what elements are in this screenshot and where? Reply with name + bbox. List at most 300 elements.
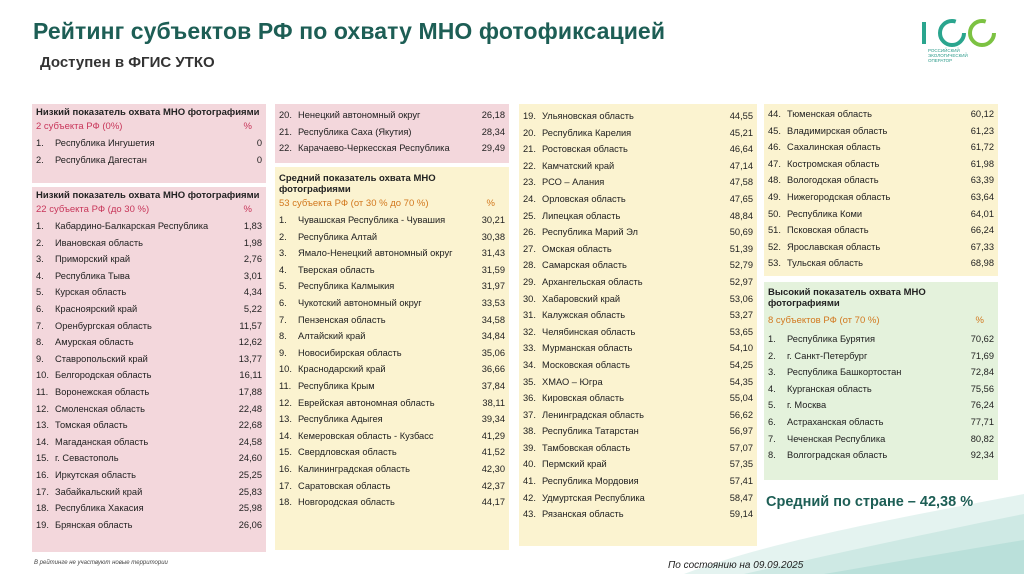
row-number: 18. bbox=[36, 503, 49, 514]
region-name: Республика Ингушетия bbox=[55, 138, 155, 148]
row-number: 53. bbox=[768, 258, 781, 269]
coverage-value: 25,98 bbox=[238, 503, 262, 514]
region-name: Ненецкий автономный округ bbox=[298, 110, 421, 120]
coverage-value: 56,62 bbox=[729, 409, 753, 420]
coverage-value: 53,27 bbox=[729, 310, 753, 321]
low-coverage-continued-box bbox=[275, 104, 509, 163]
table-row bbox=[32, 467, 266, 484]
region-name: г. Севастополь bbox=[55, 453, 119, 464]
table-row bbox=[519, 506, 757, 523]
coverage-value: 56,97 bbox=[729, 426, 753, 437]
table-row bbox=[275, 278, 509, 295]
region-name: Рязанская область bbox=[542, 509, 624, 520]
row-number: 20. bbox=[523, 127, 536, 138]
table-row bbox=[764, 123, 998, 140]
region-name: Орловская область bbox=[542, 193, 626, 204]
row-number: 8. bbox=[768, 450, 776, 461]
table-row bbox=[519, 324, 757, 341]
table-row bbox=[519, 473, 757, 490]
region-name: Республика Мордовия bbox=[542, 476, 639, 487]
coverage-value: 59,14 bbox=[729, 509, 753, 520]
region-name: Республика Адыгея bbox=[298, 414, 383, 425]
row-number: 5. bbox=[36, 287, 44, 298]
row-number: 38. bbox=[523, 426, 536, 437]
region-name: Оренбургская область bbox=[55, 320, 152, 331]
coverage-value: 13,77 bbox=[238, 353, 262, 364]
row-number: 37. bbox=[523, 409, 536, 420]
region-name: Республика Саха (Якутия) bbox=[298, 126, 412, 137]
table-row bbox=[519, 108, 757, 125]
region-name: Тверская область bbox=[298, 264, 375, 275]
coverage-value: 57,07 bbox=[729, 442, 753, 453]
region-name: Республика Коми bbox=[787, 208, 863, 219]
region-name: ХМАО – Югра bbox=[542, 376, 603, 387]
coverage-value: 75,56 bbox=[970, 383, 994, 394]
table-row bbox=[275, 378, 509, 395]
coverage-value: 26,06 bbox=[238, 519, 262, 530]
table-row bbox=[519, 307, 757, 324]
region-name: Республика Башкортостан bbox=[787, 367, 902, 378]
row-number: 7. bbox=[768, 433, 776, 444]
coverage-value: 31,97 bbox=[481, 281, 505, 292]
table-row bbox=[32, 268, 266, 285]
coverage-value: 80,82 bbox=[970, 433, 994, 444]
row-number: 14. bbox=[36, 436, 49, 447]
row-number: 3. bbox=[279, 248, 287, 259]
coverage-value: 11,57 bbox=[239, 320, 262, 331]
region-name: Хабаровский край bbox=[542, 293, 621, 304]
mid-coverage-box bbox=[275, 167, 509, 550]
table-row bbox=[32, 434, 266, 451]
row-number: 2. bbox=[36, 154, 44, 165]
coverage-value: 25,25 bbox=[238, 469, 262, 480]
row-number: 30. bbox=[523, 293, 536, 304]
row-number: 47. bbox=[768, 158, 781, 169]
row-number: 39. bbox=[523, 442, 536, 453]
row-number: 44. bbox=[768, 109, 781, 119]
row-number: 2. bbox=[279, 231, 287, 242]
row-number: 27. bbox=[523, 243, 536, 254]
table-row bbox=[275, 361, 509, 378]
coverage-value: 28,34 bbox=[481, 126, 505, 137]
coverage-value: 31,59 bbox=[481, 264, 505, 275]
coverage-value: 44,55 bbox=[729, 111, 753, 121]
table-row bbox=[275, 428, 509, 445]
zero-coverage-list bbox=[32, 135, 266, 168]
table-row bbox=[519, 390, 757, 407]
table-row bbox=[275, 124, 509, 141]
row-number: 2. bbox=[768, 350, 776, 361]
table-row bbox=[275, 212, 509, 229]
coverage-value: 4,34 bbox=[243, 287, 262, 298]
region-name: Удмуртская Республика bbox=[542, 492, 645, 503]
row-number: 19. bbox=[36, 519, 49, 530]
table-row bbox=[764, 431, 998, 448]
region-name: Пермский край bbox=[542, 459, 607, 470]
table-row bbox=[519, 374, 757, 391]
row-number: 4. bbox=[279, 264, 287, 275]
table-row bbox=[764, 331, 998, 348]
region-name: Нижегородская область bbox=[787, 191, 891, 202]
table-row bbox=[275, 345, 509, 362]
row-number: 35. bbox=[523, 376, 536, 387]
region-name: Омская область bbox=[542, 243, 612, 254]
table-row bbox=[764, 364, 998, 381]
coverage-value: 24,60 bbox=[238, 453, 262, 464]
coverage-value: 45,21 bbox=[729, 127, 753, 138]
row-number: 17. bbox=[279, 480, 292, 491]
coverage-value: 42,30 bbox=[481, 463, 505, 474]
coverage-value: 52,97 bbox=[729, 276, 753, 287]
row-number: 36. bbox=[523, 393, 536, 404]
row-number: 21. bbox=[279, 126, 292, 137]
row-number: 23. bbox=[523, 177, 536, 188]
row-number: 4. bbox=[36, 270, 44, 281]
table-row bbox=[275, 262, 509, 279]
row-number: 32. bbox=[523, 326, 536, 337]
coverage-value: 68,98 bbox=[970, 258, 994, 269]
row-number: 13. bbox=[279, 414, 292, 425]
column-3 bbox=[519, 104, 757, 546]
mid-coverage-list bbox=[275, 212, 509, 511]
coverage-value: 47,58 bbox=[729, 177, 753, 188]
region-name: Иркутская область bbox=[55, 469, 136, 480]
region-name: Магаданская область bbox=[55, 436, 149, 447]
table-row bbox=[764, 139, 998, 156]
coverage-value: 51,39 bbox=[729, 243, 753, 254]
table-row bbox=[764, 397, 998, 414]
column-2 bbox=[275, 104, 509, 550]
row-number: 40. bbox=[523, 459, 536, 470]
region-name: Республика Марий Эл bbox=[542, 227, 638, 238]
row-number: 28. bbox=[523, 260, 536, 271]
table-row bbox=[764, 206, 998, 223]
region-name: Вологодская область bbox=[787, 175, 879, 186]
region-name: Челябинская область bbox=[542, 326, 636, 337]
row-number: 51. bbox=[768, 225, 781, 236]
region-name: Липецкая область bbox=[542, 210, 621, 221]
region-name: Республика Крым bbox=[298, 380, 375, 391]
coverage-value: 72,84 bbox=[970, 367, 994, 378]
table-row bbox=[764, 222, 998, 239]
table-row bbox=[32, 152, 266, 169]
region-name: Калининградская область bbox=[298, 463, 410, 474]
coverage-value: 64,01 bbox=[970, 208, 994, 219]
region-name: Камчатский край bbox=[542, 160, 615, 171]
row-number: 3. bbox=[768, 367, 776, 378]
reo-logo-icon bbox=[920, 18, 1000, 50]
coverage-value: 16,11 bbox=[239, 370, 262, 381]
column-4 bbox=[764, 104, 998, 480]
coverage-value: 12,62 bbox=[238, 337, 262, 348]
coverage-value: 46,64 bbox=[729, 144, 753, 155]
coverage-value: 34,84 bbox=[481, 331, 505, 342]
row-number: 1. bbox=[36, 138, 44, 148]
coverage-value: 0 bbox=[256, 154, 262, 165]
region-name: Ставропольский край bbox=[55, 353, 148, 364]
region-name: Новосибирская область bbox=[298, 347, 402, 358]
table-row bbox=[519, 274, 757, 291]
table-row bbox=[764, 348, 998, 365]
row-number: 19. bbox=[523, 111, 536, 121]
region-name: Ростовская область bbox=[542, 144, 628, 155]
coverage-value: 37,84 bbox=[481, 380, 505, 391]
coverage-value: 36,66 bbox=[481, 364, 505, 375]
row-number: 5. bbox=[768, 400, 776, 411]
coverage-value: 71,69 bbox=[970, 350, 994, 361]
mid-coverage-continued-list-2 bbox=[764, 106, 998, 272]
table-row bbox=[275, 494, 509, 511]
row-number: 43. bbox=[523, 509, 536, 520]
page-title: Рейтинг субъектов РФ по охвату МНО фотофиксацией bbox=[33, 18, 666, 44]
table-row bbox=[764, 447, 998, 464]
coverage-value: 22,68 bbox=[238, 420, 262, 431]
row-number: 31. bbox=[523, 310, 536, 321]
coverage-value: 38,11 bbox=[482, 397, 505, 408]
region-name: Самарская область bbox=[542, 260, 627, 271]
row-number: 3. bbox=[36, 254, 44, 265]
coverage-value: 33,53 bbox=[481, 297, 505, 308]
row-number: 45. bbox=[768, 125, 781, 136]
table-row bbox=[519, 158, 757, 175]
high-coverage-heading: Высокий показатель охвата МНО фотографиями bbox=[768, 287, 926, 309]
row-number: 7. bbox=[36, 320, 44, 331]
row-number: 2. bbox=[36, 237, 44, 248]
region-name: Республика Тыва bbox=[55, 270, 130, 281]
low-coverage-box bbox=[32, 187, 266, 552]
table-row bbox=[32, 284, 266, 301]
coverage-value: 54,10 bbox=[729, 343, 753, 354]
row-number: 52. bbox=[768, 241, 781, 252]
high-coverage-subheader: 8 субъектов РФ (от 70 %) % bbox=[768, 315, 984, 326]
national-average: Средний по стране – 42,38 % bbox=[766, 494, 974, 510]
region-name: Карачаево-Черкесская Республика bbox=[298, 143, 450, 154]
region-name: Московская область bbox=[542, 359, 630, 370]
region-name: Калужская область bbox=[542, 310, 626, 321]
table-row bbox=[32, 318, 266, 335]
row-number: 8. bbox=[36, 337, 44, 348]
table-row bbox=[519, 340, 757, 357]
coverage-value: 30,38 bbox=[481, 231, 505, 242]
table-row bbox=[519, 125, 757, 142]
table-row bbox=[32, 367, 266, 384]
region-name: Кировская область bbox=[542, 393, 624, 404]
table-row bbox=[519, 407, 757, 424]
region-name: Костромская область bbox=[787, 158, 880, 169]
coverage-value: 29,49 bbox=[481, 143, 505, 154]
region-name: Белгородская область bbox=[55, 370, 152, 381]
coverage-value: 3,01 bbox=[243, 270, 262, 281]
table-row bbox=[275, 312, 509, 329]
region-name: Кабардино-Балкарская Республика bbox=[55, 221, 209, 231]
region-name: Республика Алтай bbox=[298, 231, 378, 242]
row-number: 10. bbox=[36, 370, 49, 381]
row-number: 25. bbox=[523, 210, 536, 221]
table-row bbox=[519, 456, 757, 473]
table-row bbox=[764, 106, 998, 123]
region-name: Курская область bbox=[55, 287, 127, 298]
table-row bbox=[275, 328, 509, 345]
region-name: Архангельская область bbox=[542, 276, 643, 287]
row-number: 6. bbox=[768, 416, 776, 427]
region-name: Курганская область bbox=[787, 383, 872, 394]
coverage-value: 61,23 bbox=[970, 125, 994, 136]
table-row bbox=[32, 384, 266, 401]
table-row bbox=[32, 351, 266, 368]
footnote-date: По состоянию на 09.09.2025 bbox=[668, 560, 804, 571]
coverage-value: 63,39 bbox=[970, 175, 994, 186]
table-row bbox=[519, 257, 757, 274]
row-number: 50. bbox=[768, 208, 781, 219]
region-name: Саратовская область bbox=[298, 480, 391, 491]
table-row bbox=[764, 381, 998, 398]
row-number: 16. bbox=[279, 463, 292, 474]
table-row bbox=[764, 414, 998, 431]
coverage-value: 47,14 bbox=[729, 160, 753, 171]
coverage-value: 35,06 bbox=[481, 347, 505, 358]
coverage-value: 61,98 bbox=[970, 158, 994, 169]
table-row bbox=[764, 172, 998, 189]
coverage-value: 25,83 bbox=[238, 486, 262, 497]
region-name: Сахалинская область bbox=[787, 142, 881, 153]
row-number: 13. bbox=[36, 420, 49, 431]
logo-caption: РОССИЙСКИЙ ЭКОЛОГИЧЕСКИЙ ОПЕРАТОР bbox=[928, 48, 968, 63]
table-row bbox=[275, 107, 509, 124]
region-name: Псковская область bbox=[787, 225, 869, 236]
coverage-value: 22,48 bbox=[238, 403, 262, 414]
table-row bbox=[519, 440, 757, 457]
table-row bbox=[32, 401, 266, 418]
row-number: 15. bbox=[279, 447, 292, 458]
coverage-value: 61,72 bbox=[970, 142, 994, 153]
coverage-value: 1,83 bbox=[243, 221, 262, 231]
table-row bbox=[519, 224, 757, 241]
table-row bbox=[32, 235, 266, 252]
row-number: 4. bbox=[768, 383, 776, 394]
region-name: РСО – Алания bbox=[542, 177, 605, 188]
zero-coverage-heading: Низкий показатель охвата МНО фотографиями bbox=[36, 107, 260, 118]
mid-coverage-heading: Средний показатель охвата МНО фотографиями bbox=[279, 173, 436, 195]
coverage-value: 55,04 bbox=[729, 393, 753, 404]
coverage-value: 54,25 bbox=[729, 359, 753, 370]
table-row bbox=[32, 484, 266, 501]
coverage-value: 76,24 bbox=[970, 400, 994, 411]
coverage-value: 67,33 bbox=[970, 241, 994, 252]
row-number: 41. bbox=[523, 476, 536, 487]
region-name: Кемеровская область - Кузбасс bbox=[298, 430, 434, 441]
row-number: 14. bbox=[279, 430, 292, 441]
coverage-value: 63,64 bbox=[970, 191, 994, 202]
region-name: Республика Бурятия bbox=[787, 334, 875, 344]
row-number: 46. bbox=[768, 142, 781, 153]
row-number: 48. bbox=[768, 175, 781, 186]
table-row bbox=[32, 417, 266, 434]
region-name: Еврейская автономная область bbox=[298, 397, 435, 408]
table-row bbox=[764, 156, 998, 173]
region-name: Тульская область bbox=[787, 258, 863, 269]
low-coverage-continued-list bbox=[275, 107, 509, 157]
row-number: 1. bbox=[768, 334, 776, 344]
region-name: Свердловская область bbox=[298, 447, 397, 458]
row-number: 5. bbox=[279, 281, 287, 292]
row-number: 6. bbox=[279, 297, 287, 308]
coverage-value: 66,24 bbox=[970, 225, 994, 236]
row-number: 22. bbox=[523, 160, 536, 171]
region-name: Чеченская Республика bbox=[787, 433, 886, 444]
region-name: Ивановская область bbox=[55, 237, 143, 248]
row-number: 6. bbox=[36, 303, 44, 314]
region-name: г. Санкт-Петербург bbox=[787, 350, 868, 361]
region-name: Пензенская область bbox=[298, 314, 386, 325]
row-number: 12. bbox=[279, 397, 292, 408]
table-row bbox=[32, 334, 266, 351]
table-row bbox=[32, 517, 266, 534]
coverage-value: 1,98 bbox=[243, 237, 262, 248]
low-coverage-heading: Низкий показатель охвата МНО фотографиями bbox=[36, 190, 260, 201]
coverage-value: 53,06 bbox=[729, 293, 753, 304]
row-number: 12. bbox=[36, 403, 49, 414]
region-name: Астраханская область bbox=[787, 416, 884, 427]
region-name: Чувашская Республика - Чувашия bbox=[298, 215, 446, 225]
region-name: Смоленская область bbox=[55, 403, 145, 414]
table-row bbox=[764, 189, 998, 206]
region-name: Тамбовская область bbox=[542, 442, 631, 453]
table-row bbox=[275, 245, 509, 262]
table-row bbox=[519, 191, 757, 208]
region-name: Новгородская область bbox=[298, 497, 395, 508]
low-coverage-subheader: 22 субъекта РФ (до 30 %) % bbox=[36, 204, 252, 215]
coverage-value: 60,12 bbox=[970, 109, 994, 119]
table-row bbox=[275, 229, 509, 246]
region-name: Забайкальский край bbox=[55, 486, 143, 497]
row-number: 1. bbox=[279, 215, 287, 225]
row-number: 24. bbox=[523, 193, 536, 204]
coverage-value: 31,43 bbox=[481, 248, 505, 259]
row-number: 16. bbox=[36, 469, 49, 480]
coverage-value: 44,17 bbox=[481, 497, 505, 508]
region-name: Республика Дагестан bbox=[55, 154, 147, 165]
row-number: 42. bbox=[523, 492, 536, 503]
coverage-value: 42,37 bbox=[481, 480, 505, 491]
row-number: 34. bbox=[523, 359, 536, 370]
table-row bbox=[519, 208, 757, 225]
row-number: 22. bbox=[279, 143, 292, 154]
table-row bbox=[275, 395, 509, 412]
table-row bbox=[519, 174, 757, 191]
table-row bbox=[764, 239, 998, 256]
table-row bbox=[519, 490, 757, 507]
coverage-value: 58,47 bbox=[729, 492, 753, 503]
row-number: 15. bbox=[36, 453, 49, 464]
table-row bbox=[519, 423, 757, 440]
row-number: 17. bbox=[36, 486, 49, 497]
region-name: Брянская область bbox=[55, 519, 133, 530]
region-name: Приморский край bbox=[55, 254, 131, 265]
coverage-value: 41,29 bbox=[481, 430, 505, 441]
mid-coverage-continued-list-1 bbox=[519, 108, 757, 523]
coverage-value: 50,69 bbox=[729, 227, 753, 238]
coverage-value: 39,34 bbox=[481, 414, 505, 425]
high-coverage-list bbox=[764, 331, 998, 464]
column-1 bbox=[32, 104, 266, 552]
footnote-note: В рейтинге не участвуют новые территории bbox=[34, 560, 168, 566]
region-name: Владимирская область bbox=[787, 125, 888, 136]
mid-coverage-continued-box-1 bbox=[519, 104, 757, 546]
coverage-value: 0 bbox=[256, 138, 262, 148]
table-row bbox=[32, 500, 266, 517]
coverage-value: 57,41 bbox=[729, 476, 753, 487]
row-number: 1. bbox=[36, 221, 44, 231]
